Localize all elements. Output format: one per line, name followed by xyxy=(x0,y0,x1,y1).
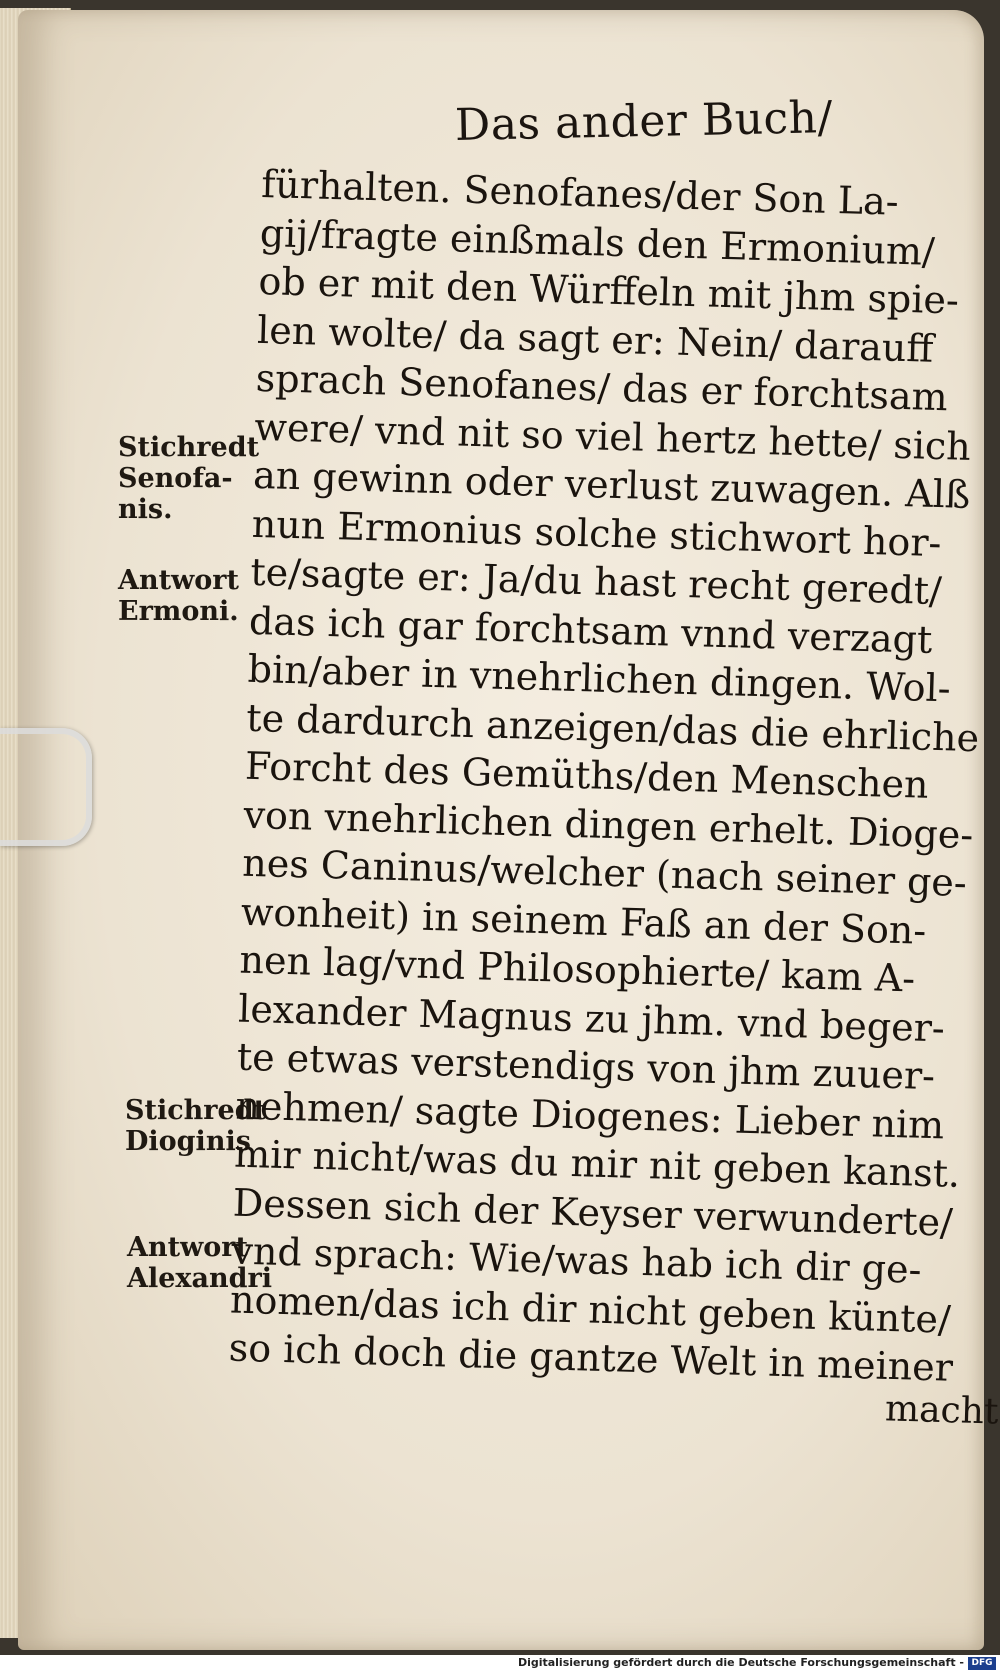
text-line: te/sagte er: Ja/du hast recht geredt/ xyxy=(249,549,943,614)
body-text xyxy=(228,160,982,1392)
text-line: nomen/das ich dir nicht geben künte/ xyxy=(229,1277,952,1342)
text-line: wonheit) in seinem Faß an der Son- xyxy=(240,889,927,953)
text-line: an gewinn oder verlust zuwagen. Alß xyxy=(252,452,971,517)
text-line: nehmen/ sagte Diogenes: Lieber nim xyxy=(234,1083,945,1147)
text-line: bin/aber in vnehrlichen dingen. Wol- xyxy=(247,646,952,711)
text-line: nen lag/vnd Philosophierte/ kam A- xyxy=(239,937,916,1001)
text-line: te dardurch anzeigen/das die ehrliche xyxy=(245,695,980,760)
text-line: vnd sprach: Wie/was hab ich dir ge- xyxy=(230,1228,923,1292)
marginal-note-stichredt-senofanis xyxy=(118,432,259,525)
marginal-line: Stichredt xyxy=(118,432,260,463)
text-line: Forcht des Gemüths/den Menschen xyxy=(244,743,930,807)
text-line: sprach Senofanes/ das er forchtsam xyxy=(255,355,949,420)
marginal-line: Senofa- xyxy=(118,463,233,494)
marginal-line: nis. xyxy=(118,494,173,525)
text-line: len wolte/ da sagt er: Nein/ darauff xyxy=(256,307,934,371)
funding-credit: Digitalisierung gefördert durch die Deutsche Forschungsgemeinschaft - xyxy=(517,1656,964,1669)
marginal-line: Antwort xyxy=(127,1232,248,1263)
text-line: nes Caninus/welcher (nach seiner ge- xyxy=(241,840,968,905)
catchword: macht xyxy=(884,1388,999,1433)
page-clip xyxy=(0,728,92,846)
marginal-note-antwort-ermoni xyxy=(118,565,239,627)
running-head: Das ander Buch/ xyxy=(454,92,834,151)
text-line: so ich doch die gantze Welt in meiner xyxy=(228,1325,954,1390)
marginal-line: Stichredt xyxy=(125,1095,267,1126)
text-line: fürhalten. Senofanes/der Son La- xyxy=(260,161,900,224)
text-line: gij/fragte einßmals den Ermonium/ xyxy=(259,210,936,274)
marginal-line: Alexandri xyxy=(127,1263,272,1294)
text-line: von vnehrlichen dingen erhelt. Dioge- xyxy=(243,792,974,857)
text-line: mir nicht/was du mir nit geben kanst. xyxy=(233,1131,961,1196)
text-line: were/ vnd nit so viel hertz hette/ sich xyxy=(253,404,972,469)
marginal-line: Dioginis xyxy=(125,1126,251,1157)
text-line: te etwas verstendigs von jhm zuuer- xyxy=(236,1034,936,1099)
text-line: nun Ermonius solche stichwort hor- xyxy=(251,501,943,565)
text-line: das ich gar forchtsam vnnd verzagt xyxy=(248,598,933,662)
marginal-line: Antwort xyxy=(118,565,239,596)
text-line: Dessen sich der Keyser verwunderte/ xyxy=(232,1180,954,1245)
text-line: ob er mit den Würffeln mit jhm spie- xyxy=(258,258,960,323)
dfg-logo: DFG xyxy=(968,1657,996,1670)
marginal-line: Ermoni. xyxy=(118,596,239,627)
text-line: lexander Magnus zu jhm. vnd beger- xyxy=(237,986,946,1050)
